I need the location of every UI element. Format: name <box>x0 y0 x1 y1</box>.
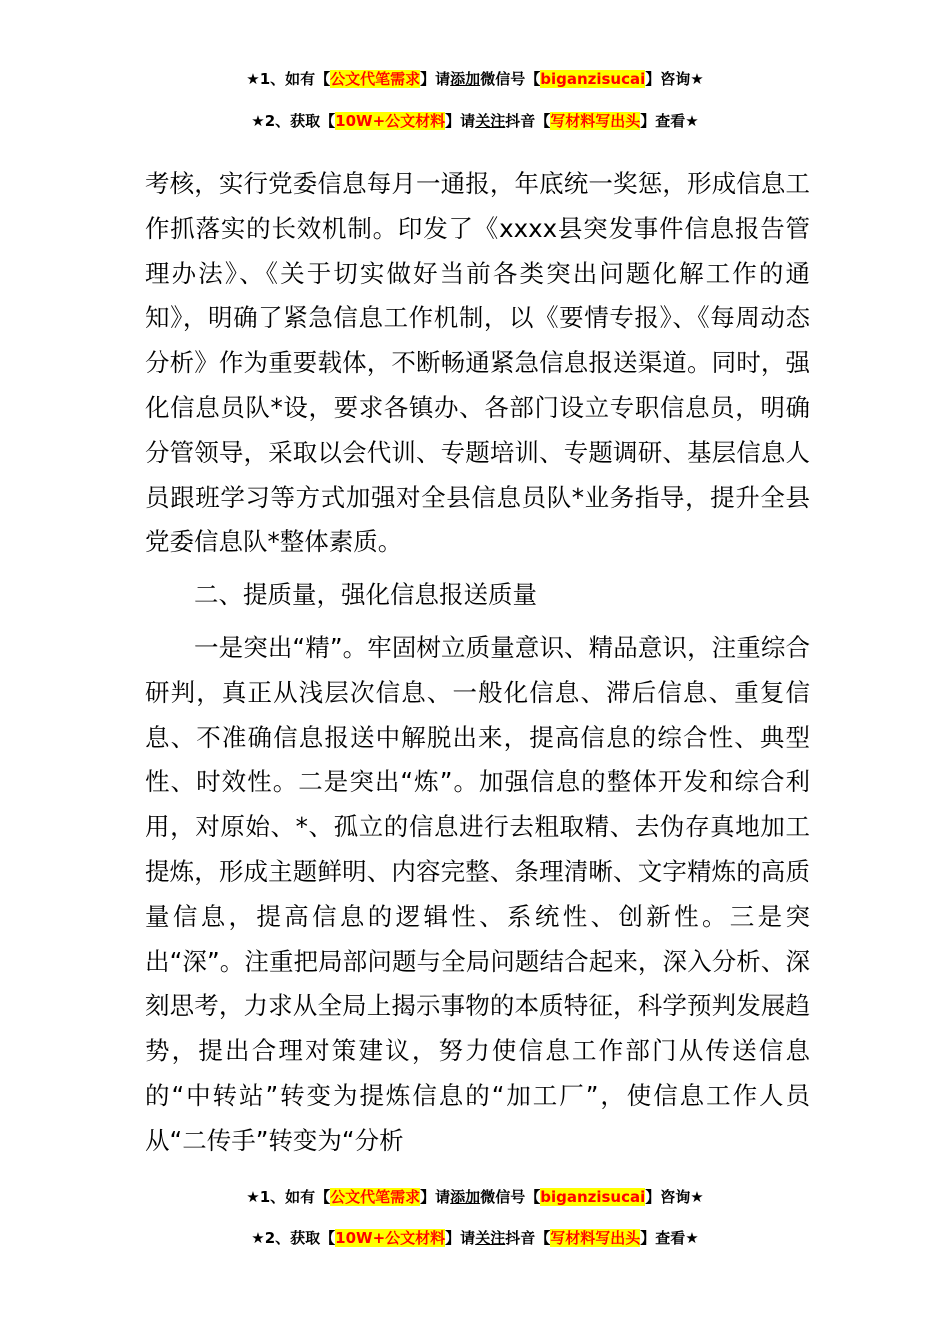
section-heading: 二、提质量，强化信息报送质量 <box>194 580 537 610</box>
banner-text: 1、如有【 <box>259 1188 331 1206</box>
star-icon: ★ <box>690 1188 704 1206</box>
star-icon: ★ <box>685 1229 699 1247</box>
banner-text: 2、获取【 <box>264 112 336 130</box>
banner-text: 】请 <box>420 1188 451 1206</box>
promo-banner-top-line-2 <box>0 110 950 132</box>
document-body <box>145 162 810 1164</box>
star-icon: ★ <box>246 1188 260 1206</box>
banner-underlined-text: 关注 <box>475 112 506 130</box>
body-paragraph: 考核，实行党委信息每月一通报，年底统一奖惩，形成信息工作抓落实的长效机制。印发了《xxxx县突发事件信息报告管理办法》、《关于切实做好当前各类突出问题化解工作的通知》，明确了紧急信息工作机制，以《要情专报》、《每周动态分析》作为重要载体，不断畅通紧急信息报送渠道。同时，强化信息员队*设，要求各镇办、各部门设立专职信息员，明确分管领导，采取以会代训、专题培训、专题调研、基层信息人员跟班学习等方式加强对全县信息员队*业务指导，提升全县党委信息队*整体素质。 <box>145 169 810 557</box>
banner-text: 抖音【 <box>505 1229 551 1247</box>
banner-text: 微信号【 <box>480 1188 541 1206</box>
banner-highlight: 10W+公文材料 <box>335 112 446 130</box>
banner-text: 】请 <box>445 1229 476 1247</box>
banner-underlined-text: 添加 <box>450 70 481 88</box>
banner-underlined-text: 添加 <box>450 1188 481 1206</box>
banner-text: 1、如有【 <box>259 70 331 88</box>
star-icon: ★ <box>251 112 265 130</box>
banner-text: 】咨询 <box>645 70 691 88</box>
star-icon: ★ <box>251 1229 265 1247</box>
banner-text: 微信号【 <box>480 70 541 88</box>
banner-text: 】查看 <box>640 112 686 130</box>
banner-text: 】请 <box>445 112 476 130</box>
banner-highlight: 10W+公文材料 <box>335 1229 446 1247</box>
douyin-account-highlight: 写材料写出头 <box>550 1229 641 1247</box>
promo-banner-top-line-1 <box>0 68 950 90</box>
banner-text: 】请 <box>420 70 451 88</box>
banner-highlight: 公文代笔需求 <box>330 1188 421 1206</box>
wechat-id-highlight: biganzisucai <box>540 70 646 88</box>
douyin-account-highlight: 写材料写出头 <box>550 112 641 130</box>
banner-text: 抖音【 <box>505 112 551 130</box>
banner-underlined-text: 关注 <box>475 1229 506 1247</box>
body-paragraph: 一是突出“精”。牢固树立质量意识、精品意识，注重综合研判，真正从浅层次信息、一般化信息、滞后信息、重复信息、不准确信息报送中解脱出来，提高信息的综合性、典型性、时效性。二是突出“炼”。加强信息的整体开发和综合利用，对原始、*、孤立的信息进行去粗取精、去伪存真地加工提炼，形成主题鲜明、内容完整、条理清晰、文字精炼的高质量信息，提高信息的逻辑性、系统性、创新性。三是突出“深”。注重把局部问题与全局问题结合起来，深入分析、深刻思考，力求从全局上揭示事物的本质特征，科学预判发展趋势，提出合理对策建议，努力使信息工作部门从传送信息的“中转站”转变为提炼信息的“加工厂”，使信息工作人员从“二传手”转变为“分析 <box>145 632 810 1155</box>
wechat-id-highlight: biganzisucai <box>540 1188 646 1206</box>
promo-banner-bottom-line-1 <box>0 1186 950 1208</box>
banner-text: 2、获取【 <box>264 1229 336 1247</box>
star-icon: ★ <box>246 70 260 88</box>
star-icon: ★ <box>690 70 704 88</box>
banner-text: 】咨询 <box>645 1188 691 1206</box>
banner-highlight: 公文代笔需求 <box>330 70 421 88</box>
banner-text: 】查看 <box>640 1229 686 1247</box>
star-icon: ★ <box>685 112 699 130</box>
promo-banner-bottom-line-2 <box>0 1227 950 1249</box>
